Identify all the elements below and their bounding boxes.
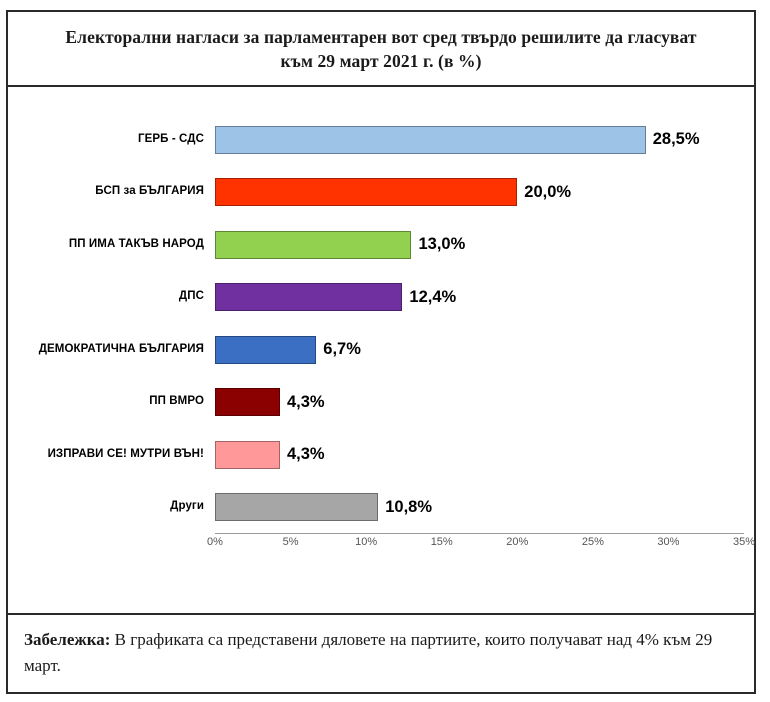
bar-wrapper xyxy=(215,271,746,324)
note-label: Забележка: xyxy=(24,630,111,649)
bar-value-label: 10,8% xyxy=(385,497,433,516)
bar-segment xyxy=(215,493,378,521)
bar-category-label: Други xyxy=(170,500,204,513)
bar-category-label: ГЕРБ - СДС xyxy=(138,132,204,145)
bar-value-label: 12,4% xyxy=(409,287,457,306)
x-axis-tick-label: 10% xyxy=(355,536,378,549)
bar-value-label: 6,7% xyxy=(323,340,361,358)
bar-row xyxy=(8,481,754,534)
bar-category-label: ДПС xyxy=(178,290,204,303)
bar-row xyxy=(8,113,754,166)
bar-row xyxy=(8,376,754,429)
bar-segment xyxy=(215,126,646,154)
bar-wrapper xyxy=(215,218,746,271)
bar-category-label: БСП за БЪЛГАРИЯ xyxy=(95,185,204,198)
bar-row xyxy=(8,428,754,481)
bar-value-label: 13,0% xyxy=(418,235,466,253)
bar-value-label: 28,5% xyxy=(652,130,700,148)
bar-wrapper xyxy=(215,376,746,429)
bar-row xyxy=(8,218,754,271)
bar-rows xyxy=(8,113,754,533)
x-axis-tick-label: 25% xyxy=(581,536,604,549)
chart-card xyxy=(6,10,756,694)
bar-category-label: ПП ВМРО xyxy=(149,395,204,408)
bar-wrapper xyxy=(215,481,746,534)
bar-value-label: 4,3% xyxy=(286,392,325,411)
bar-segment xyxy=(215,178,517,206)
x-axis-tick-label: 5% xyxy=(282,536,299,549)
x-axis-tick-label: 20% xyxy=(506,536,529,549)
note-body: В графиката са представени дяловете на партиите, които получават над 4% към 29 март. xyxy=(24,630,713,675)
x-axis-tick-label: 30% xyxy=(657,536,680,549)
bar-segment xyxy=(215,336,316,364)
note-band xyxy=(8,615,754,692)
bar-chart xyxy=(8,87,754,613)
bar-category-label: ДЕМОКРАТИЧНА БЪЛГАРИЯ xyxy=(38,342,204,355)
chart-title-line-2: към 29 март 2021 г. (в %) xyxy=(280,50,482,71)
chart-title-line-1: Електорални нагласи за парламентарен вот сред твърдо решилите да гласуват xyxy=(65,27,697,47)
bar-row xyxy=(8,271,754,324)
bar-category-label: ИЗПРАВИ СЕ! МУТРИ ВЪН! xyxy=(47,447,204,460)
bar-value-label: 4,3% xyxy=(286,445,325,463)
x-axis-tick-label: 0% xyxy=(207,536,223,549)
bar-wrapper xyxy=(215,113,746,166)
chart-title-band xyxy=(8,12,754,87)
x-axis-tick-label: 15% xyxy=(430,536,453,549)
bar-wrapper xyxy=(215,323,746,376)
x-axis-ticks xyxy=(207,536,756,556)
bar-segment xyxy=(215,441,280,469)
bar-category-label: ПП ИМА ТАКЪВ НАРОД xyxy=(68,237,204,250)
bar-segment xyxy=(215,283,402,311)
bar-row xyxy=(8,323,754,376)
x-axis-tick-label: 35% xyxy=(732,536,756,549)
note-text xyxy=(24,627,738,678)
chart-plot-band xyxy=(8,87,754,615)
bar-wrapper xyxy=(215,166,746,219)
bar-segment xyxy=(215,231,411,259)
bar-row xyxy=(8,166,754,219)
bar-value-label: 20,0% xyxy=(524,182,572,201)
bar-segment xyxy=(215,388,280,416)
x-axis-line xyxy=(215,533,744,534)
bar-wrapper xyxy=(215,428,746,481)
